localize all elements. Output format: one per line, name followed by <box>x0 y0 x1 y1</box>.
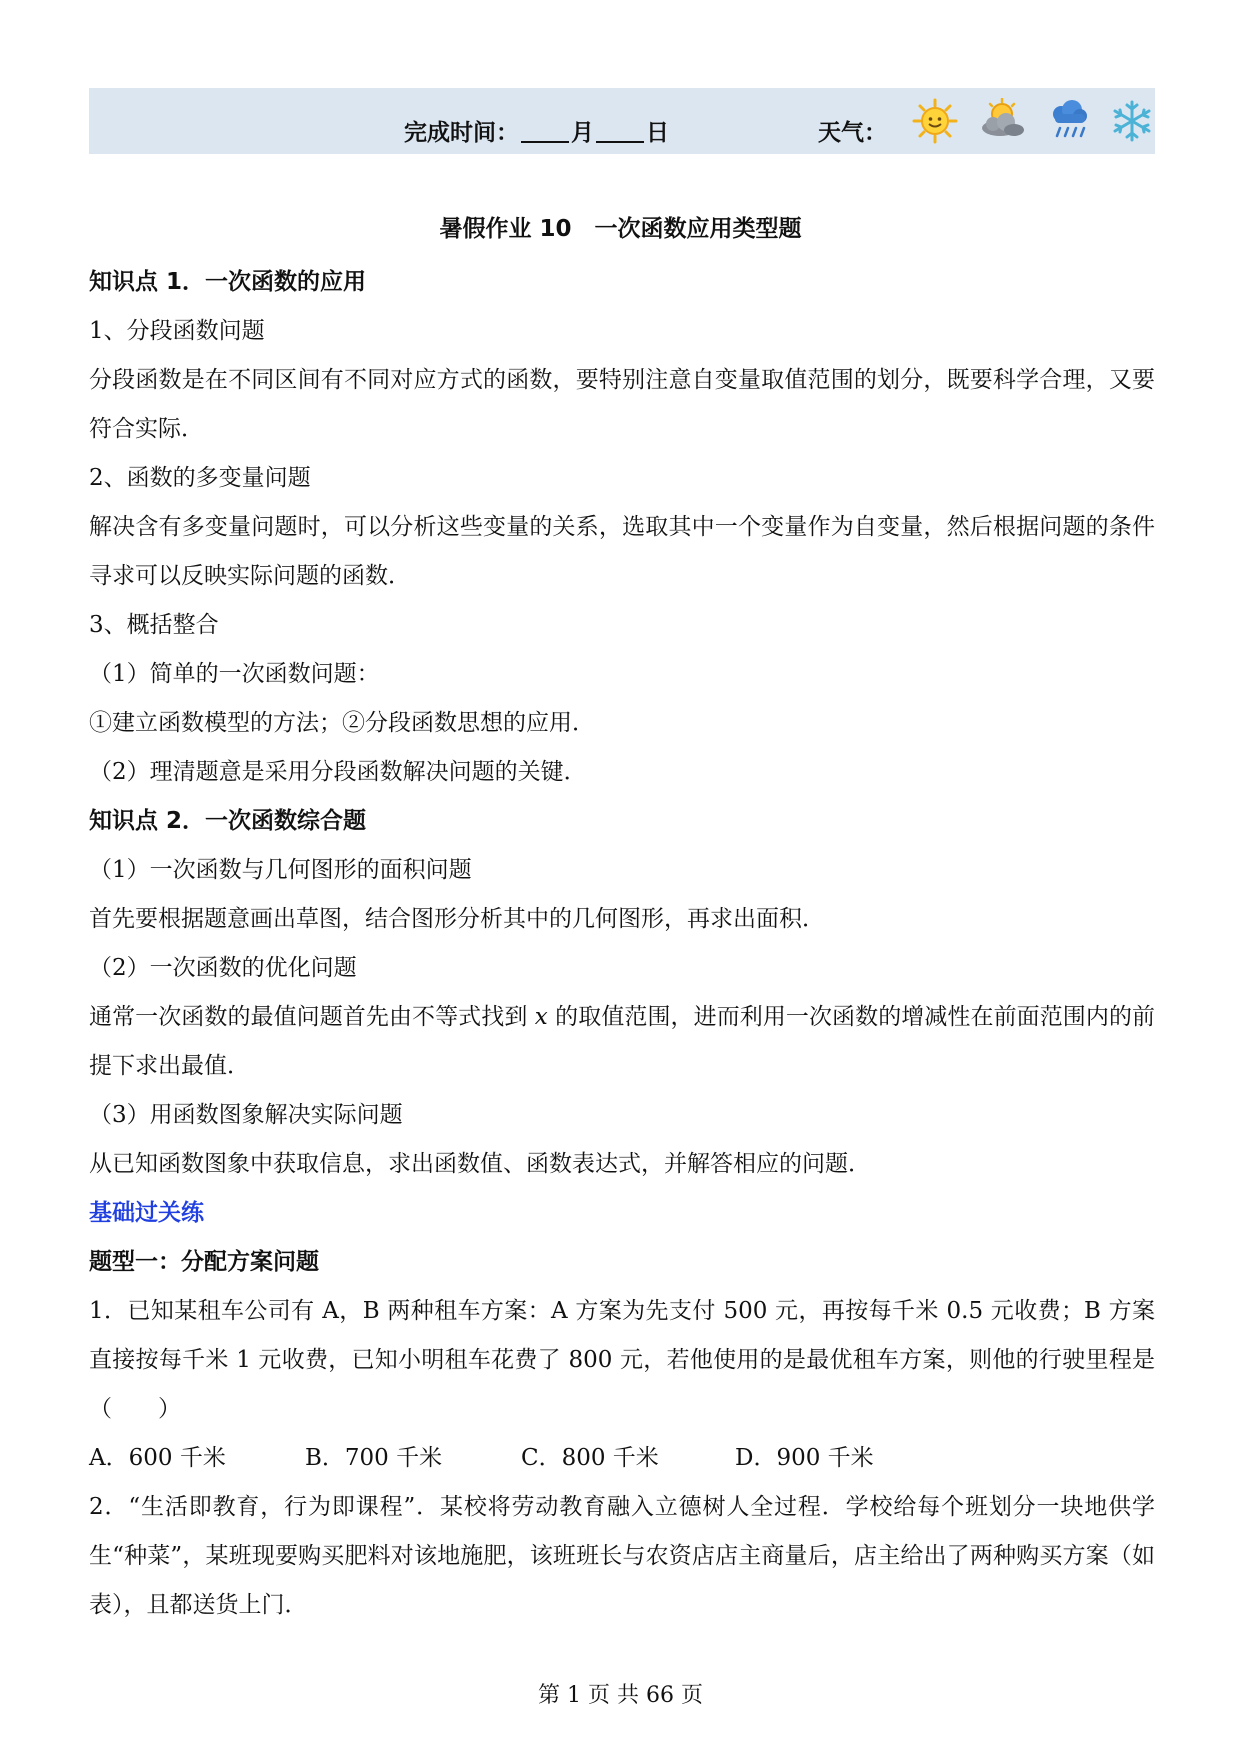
kp1-s2-title: 2、函数的多变量问题 <box>89 465 311 491</box>
main-content <box>89 258 1155 1630</box>
kp2-heading: 知识点 2．一次函数综合题 <box>89 808 367 834</box>
option-d: D．900 千米 <box>735 1445 874 1471</box>
kp2-p2-body <box>89 993 1155 1091</box>
rain-icon <box>1046 98 1092 144</box>
kp1-s3-title: 3、概括整合 <box>89 612 219 638</box>
section-label: 基础过关练 <box>89 1200 204 1226</box>
option-c: C．800 千米 <box>521 1445 659 1471</box>
kp1-s3-p2: ①建立函数模型的方法；②分段函数思想的应用． <box>89 710 595 736</box>
month-blank <box>521 119 569 143</box>
snowflake-icon <box>1110 98 1154 144</box>
day-blank <box>596 119 644 143</box>
page-title: 暑假作业 10 一次函数应用类型题 <box>439 216 802 242</box>
kp1-s3-p3: （2）理清题意是采用分段函数解决问题的关键． <box>89 759 587 785</box>
option-b: B．700 千米 <box>305 1445 443 1471</box>
partly-cloudy-icon <box>978 98 1028 144</box>
kp1-s3-p1: （1）简单的一次函数问题： <box>89 661 380 687</box>
sun-icon <box>912 98 958 144</box>
page-footer: 第 1 页 共 66 页 <box>538 1683 703 1708</box>
kp2-p2-title: （2）一次函数的优化问题 <box>89 955 357 981</box>
month-label: 月 <box>571 120 594 146</box>
type1-heading: 题型一：分配方案问题 <box>89 1249 319 1275</box>
question-2: 2．“生活即教育，行为即课程”．某校将劳动教育融入立德树人全过程．学校给每个班划分一块地供学生“种菜”，某班现要购买肥料对该地施肥，该班班长与农资店店主商量后，店主给出了两种购买方案（如表），且都送货上门． <box>89 1494 1155 1618</box>
question-1-options <box>89 1434 1155 1483</box>
kp2-p1-title: （1）一次函数与几何图形的面积问题 <box>89 857 472 883</box>
kp1-s1-body: 分段函数是在不同区间有不同对应方式的函数，要特别注意自变量取值范围的划分，既要科学合理，又要符合实际． <box>89 367 1155 442</box>
kp2-p2-body-b: 的取值范围，进而利用一次函数的增减性在前面范围内的前提下求出最值． <box>89 1004 1156 1079</box>
day-label: 日 <box>646 120 669 146</box>
question-1: 1．已知某租车公司有 A，B 两种租车方案：A 方案为先支付 500 元，再按每千米 0.5 元收费；B 方案直接按每千米 1 元收费，已知小明租车花费了 800 元，若他使用的是最优租车方案，则他的行驶里程是（ ） <box>89 1298 1155 1422</box>
completion-time <box>404 114 669 147</box>
kp2-p1-body: 首先要根据题意画出草图，结合图形分析其中的几何图形，再求出面积． <box>89 906 825 932</box>
option-a: A．600 千米 <box>89 1445 226 1471</box>
kp1-s1-title: 1、分段函数问题 <box>89 318 265 344</box>
kp2-p3-body: 从已知函数图象中获取信息，求出函数值、函数表达式，并解答相应的问题． <box>89 1151 871 1177</box>
completion-label: 完成时间： <box>404 120 519 146</box>
kp1-s2-body: 解决含有多变量问题时，可以分析这些变量的关系，选取其中一个变量作为自变量，然后根据问题的条件寻求可以反映实际问题的函数． <box>89 514 1155 589</box>
kp2-p2-var: x <box>534 1004 548 1030</box>
kp2-p3-title: （3）用函数图象解决实际问题 <box>89 1102 403 1128</box>
weather-label: 天气： <box>818 120 887 146</box>
kp1-heading: 知识点 1．一次函数的应用 <box>89 269 367 295</box>
kp2-p2-body-a: 通常一次函数的最值问题首先由不等式找到 <box>89 1004 528 1030</box>
